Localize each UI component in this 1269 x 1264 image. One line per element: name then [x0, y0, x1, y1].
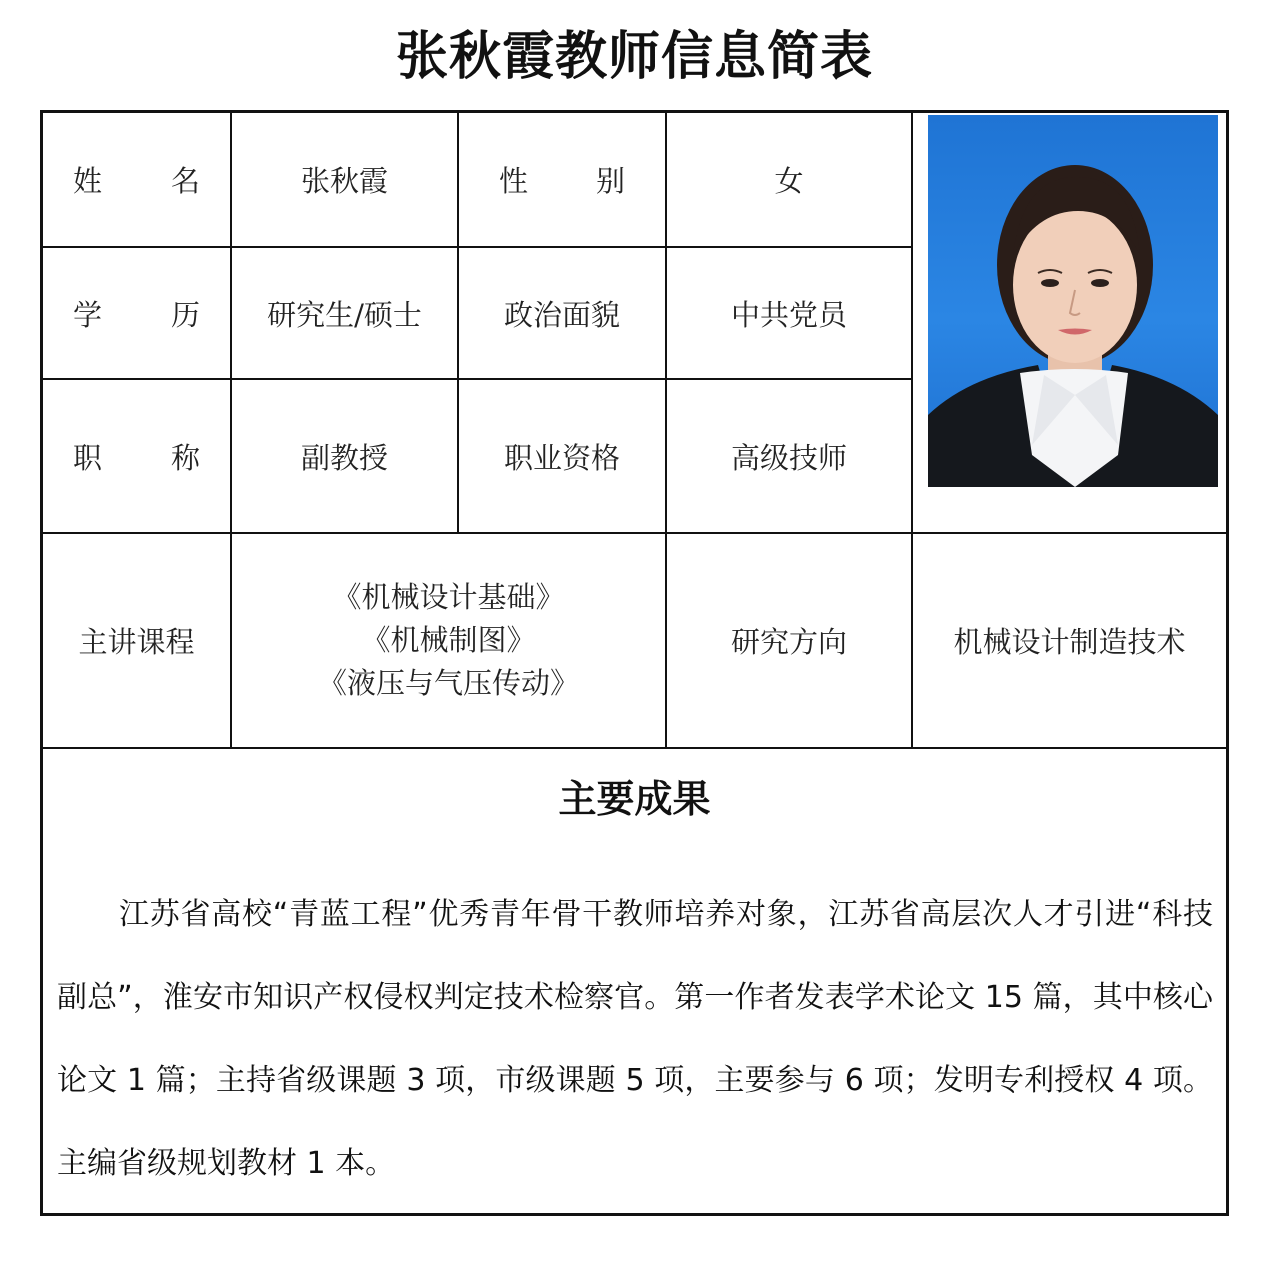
- portrait-photo: [928, 115, 1218, 487]
- course-item: 《机械制图》: [361, 623, 536, 657]
- course-item: 《机械设计基础》: [332, 580, 565, 614]
- research-label: 研究方向: [730, 625, 847, 659]
- gender-value: 女: [774, 164, 804, 198]
- achievements-heading: 主要成果: [558, 776, 711, 821]
- name-label: 姓 名: [73, 164, 200, 198]
- info-table: [40, 110, 1229, 1216]
- title-label: 职 称: [73, 440, 200, 475]
- portrait-illustration: [928, 115, 1218, 487]
- courses-list: [232, 534, 665, 747]
- title-value: 副教授: [300, 440, 388, 475]
- education-value: 研究生/硕士: [267, 297, 422, 332]
- research-value: 机械设计制造技术: [953, 625, 1186, 659]
- name-value: 张秋霞: [300, 164, 388, 198]
- qualification-label: 职业资格: [503, 440, 620, 475]
- political-value: 中共党员: [730, 297, 847, 332]
- page-title: 张秋霞教师信息简表: [395, 27, 873, 87]
- course-item: 《液压与气压传动》: [317, 666, 579, 700]
- qualification-value: 高级技师: [730, 440, 847, 475]
- row-divider: [43, 747, 1226, 749]
- education-label: 学 历: [73, 297, 200, 332]
- gender-label: 性 别: [499, 164, 625, 198]
- courses-label: 主讲课程: [78, 625, 195, 659]
- achievements-text: 江苏省高校“青蓝工程”优秀青年骨干教师培养对象，江苏省高层次人才引进“科技副总”，淮安市知识产权侵权判定技术检察官。第一作者发表学术论文 15 篇，其中核心论文 1 篇；主持省级课题 3 项，市级课题 5 项，主要参与 6 项；发明专利授权 4 项。主编省级规划教材 1 本。: [57, 897, 1213, 1181]
- political-label: 政治面貌: [503, 297, 620, 332]
